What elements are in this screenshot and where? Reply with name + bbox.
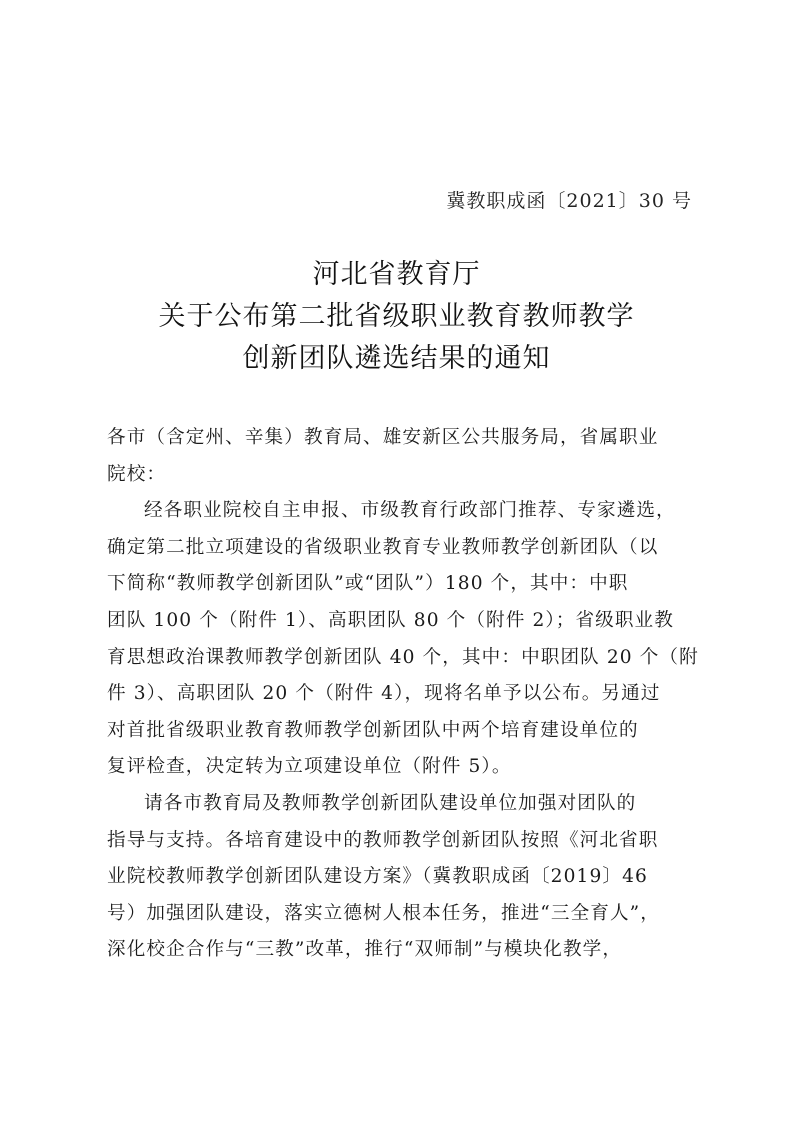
paragraph-1-line-3: 下简称“教师教学创新团队”或“团队”）180 个，其中：中职 — [107, 573, 629, 595]
addressee-line-2: 院校： — [107, 463, 167, 485]
paragraph-1-line-4: 团队 100 个（附件 1）、高职团队 80 个（附件 2）；省级职业教 — [107, 609, 674, 631]
paragraph-1-line-7: 对首批省级职业教育教师教学创新团队中两个培育建设单位的 — [107, 719, 639, 741]
paragraph-2-line-3: 业院校教师教学创新团队建设方案》（冀教职成函〔2019〕46 — [107, 866, 648, 888]
title-line-3: 创新团队遴选结果的通知 — [242, 343, 551, 374]
addressee-line-1: 各市（含定州、辛集）教育局、雄安新区公共服务局，省属职业 — [107, 427, 659, 448]
paragraph-1-line-6: 件 3）、高职团队 20 个（附件 4），现将名单予以公布。另通过 — [107, 683, 661, 705]
paragraph-2-line-4: 号）加强团队建设，落实立德树人根本任务，推进“三全育人”， — [107, 902, 660, 924]
document-body — [107, 420, 699, 969]
paragraph-1-line-5: 育思想政治课教师教学创新团队 40 个，其中：中职团队 20 个（附 — [107, 646, 699, 668]
paragraph-2-line-2: 指导与支持。各培育建设中的教师教学创新团队按照《河北省职 — [107, 829, 659, 851]
paragraph-1-line-2: 确定第二批立项建设的省级职业教育专业教师教学创新团队（以 — [107, 536, 659, 558]
document-number: 冀教职成函〔2021〕30 号 — [446, 190, 692, 212]
paragraph-2-line-1: 请各市教育局及教师教学创新团队建设单位加强对团队的 — [144, 792, 637, 814]
paragraph-2-line-5: 深化校企合作与“三教”改革，推行“双师制”与模块化教学， — [107, 939, 623, 961]
title-line-2: 关于公布第二批省级职业教育教师教学 — [158, 301, 635, 332]
document-title — [0, 254, 793, 380]
title-line-1: 河北省教育厅 — [312, 259, 481, 290]
paragraph-1-line-8: 复评检查，决定转为立项建设单位（附件 5）。 — [107, 756, 512, 778]
paragraph-1-line-1: 经各职业院校自主申报、市级教育行政部门推荐、专家遴选， — [144, 500, 676, 522]
